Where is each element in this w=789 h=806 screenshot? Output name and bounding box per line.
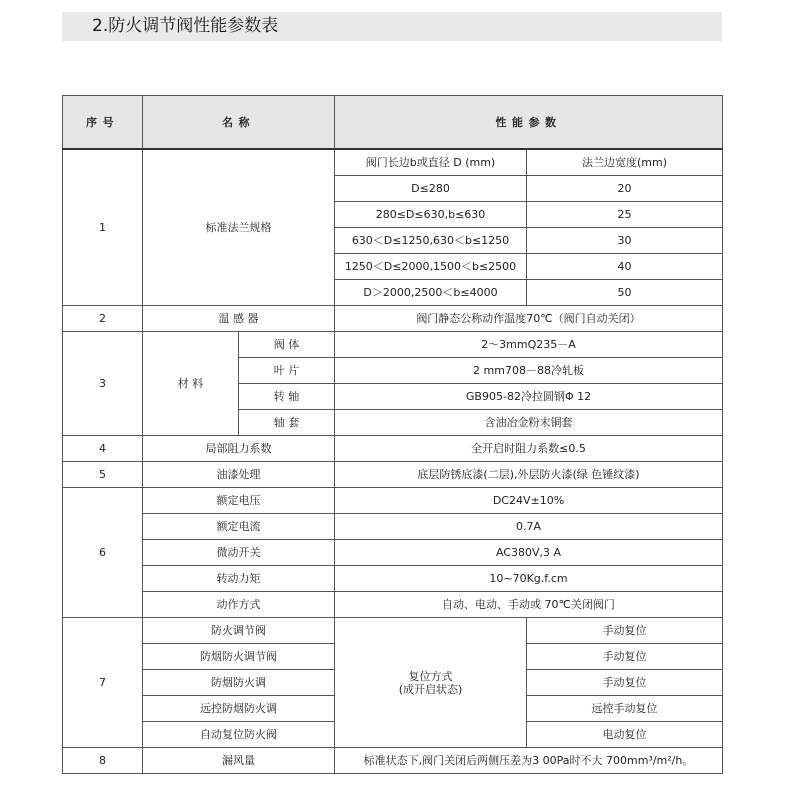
row-value: 全开启时阻力系数≤0.5: [335, 436, 723, 462]
electric-name: 动作方式: [143, 592, 335, 618]
row-name: 温 感 器: [143, 306, 335, 332]
row-name: 局部阻力系数: [143, 436, 335, 462]
table-row: [63, 332, 723, 358]
header-no: 序号: [63, 96, 143, 150]
row-no: 5: [63, 462, 143, 488]
flange-width: 20: [527, 176, 723, 202]
row-name: 油漆处理: [143, 462, 335, 488]
table-row: [63, 462, 723, 488]
reset-name: 防烟防火调: [143, 670, 335, 696]
electric-value: 自动、电动、手动或 70℃关闭阀门: [335, 592, 723, 618]
row-name: 标准法兰规格: [143, 149, 335, 306]
table-row: [63, 566, 723, 592]
reset-method-line2: (成开启状态): [398, 682, 463, 696]
row-name: 漏风量: [143, 748, 335, 774]
row-value: 底层防锈底漆(二层),外层防火漆(绿 色锤纹漆): [335, 462, 723, 488]
reset-name: 防火调节阀: [143, 618, 335, 644]
flange-range: 280≤D≤630,b≤630: [335, 202, 527, 228]
reset-value: 远控手动复位: [527, 696, 723, 722]
electric-name: 额定电压: [143, 488, 335, 514]
header-params: 性能参数: [335, 96, 723, 150]
flange-range: D≤280: [335, 176, 527, 202]
electric-name: 微动开关: [143, 540, 335, 566]
table-row: [63, 306, 723, 332]
material-value: 2～3mmQ235－A: [335, 332, 723, 358]
electric-value: DC24V±10%: [335, 488, 723, 514]
material-value: 2 mm708－88冷轧板: [335, 358, 723, 384]
flange-col-header: 阀门长边b或直径 D (mm): [335, 149, 527, 176]
header-name: 名称: [143, 96, 335, 150]
performance-parameter-table: [62, 95, 723, 774]
material-value: 含油冶金粉末铜套: [335, 410, 723, 436]
table-row: [63, 149, 723, 176]
reset-value: 手动复位: [527, 670, 723, 696]
reset-name: 防烟防火调节阀: [143, 644, 335, 670]
flange-width: 25: [527, 202, 723, 228]
material-part: 叶 片: [239, 358, 335, 384]
row-no: 7: [63, 618, 143, 748]
flange-col-header: 法兰边宽度(mm): [527, 149, 723, 176]
reset-value: 手动复位: [527, 618, 723, 644]
reset-value: 手动复位: [527, 644, 723, 670]
flange-range: 1250＜D≤2000,1500＜b≤2500: [335, 254, 527, 280]
table-row: [63, 592, 723, 618]
table-row: [63, 748, 723, 774]
table-row: [63, 436, 723, 462]
electric-name: 转动力矩: [143, 566, 335, 592]
row-no: 1: [63, 149, 143, 306]
page-title: 2.防火调节阀性能参数表: [92, 16, 279, 36]
electric-value: 0.7A: [335, 514, 723, 540]
row-name: 材 料: [143, 332, 239, 436]
flange-range: D＞2000,2500＜b≤4000: [335, 280, 527, 306]
electric-value: 10~70Kg.f.cm: [335, 566, 723, 592]
reset-method-line1: 复位方式: [408, 669, 453, 683]
reset-name: 自动复位防火阀: [143, 722, 335, 748]
flange-width: 40: [527, 254, 723, 280]
reset-name: 远控防烟防火调: [143, 696, 335, 722]
flange-width: 30: [527, 228, 723, 254]
row-no: 3: [63, 332, 143, 436]
material-part: 阀 体: [239, 332, 335, 358]
material-part: 转 轴: [239, 384, 335, 410]
table-header-row: [63, 96, 723, 150]
electric-value: AC380V,3 A: [335, 540, 723, 566]
row-value: 阀门静态公称动作温度70℃（阀门自动关闭）: [335, 306, 723, 332]
table-row: [63, 540, 723, 566]
row-no: 6: [63, 488, 143, 618]
flange-range: 630＜D≤1250,630＜b≤1250: [335, 228, 527, 254]
material-part: 轴 套: [239, 410, 335, 436]
table-row: [63, 618, 723, 644]
table-row: [63, 514, 723, 540]
flange-width: 50: [527, 280, 723, 306]
material-value: GB905-82冷拉圆钢Φ 12: [335, 384, 723, 410]
row-no: 2: [63, 306, 143, 332]
row-value: 标准状态下,阀门关闭后两侧压差为3 00Pa时不大 700mm³/m²/h。: [335, 748, 723, 774]
reset-method-label: [335, 618, 527, 748]
row-no: 4: [63, 436, 143, 462]
title-bar: [62, 12, 722, 41]
row-no: 8: [63, 748, 143, 774]
reset-value: 电动复位: [527, 722, 723, 748]
electric-name: 额定电流: [143, 514, 335, 540]
table-row: [63, 488, 723, 514]
